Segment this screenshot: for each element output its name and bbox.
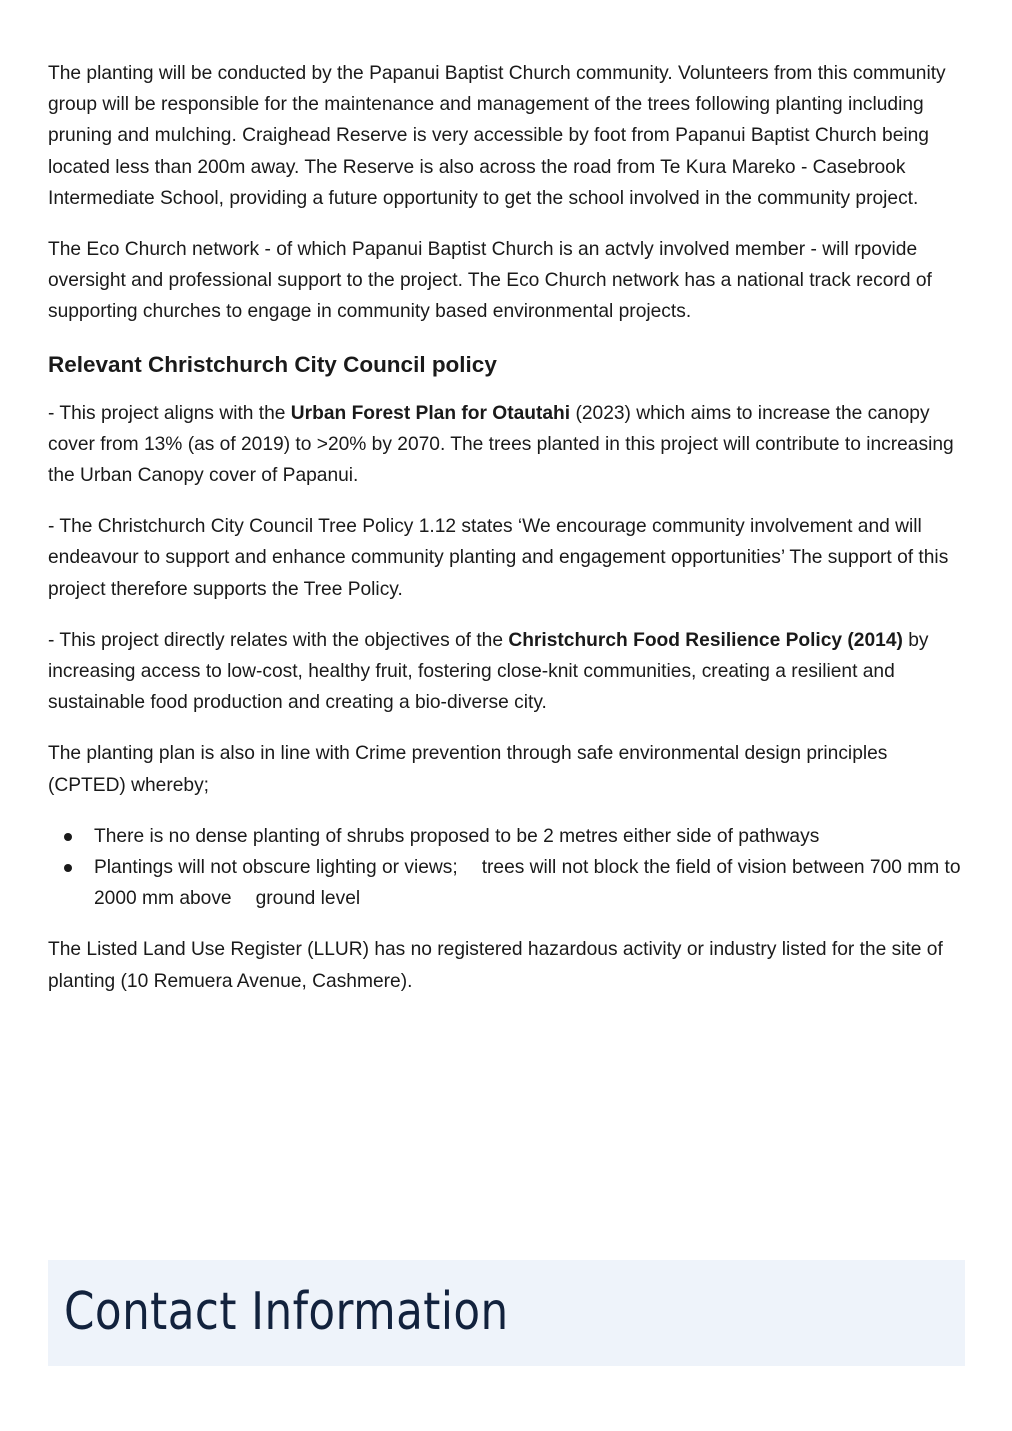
tree-policy-paragraph: - The Christchurch City Council Tree Policy 1.12 states ‘We encourage community involvement and will endeavour to support and enhance community planting and engagement opportunities’ The support of this project therefore supports the Tree Policy. [48, 516, 949, 600]
food-resilience-policy-title: Christchurch Food Resilience Policy (2014) [508, 629, 903, 651]
contact-information-banner [48, 1260, 965, 1366]
eco-church-paragraph: The Eco Church network - of which Papanui Baptist Church is an actvly involved member - will rpovide oversight and professional support to the project. The Eco Church network has a national track record of supporting churches to engage in community based environmental projects. [48, 239, 932, 323]
food-resilience-post: by increasing access to low-cost, healthy fruit, fostering close-knit communities, creating a resilient and sustainable food production and creating a bio-diverse city. [48, 629, 929, 714]
urban-forest-pre: - This project aligns with the [48, 402, 291, 424]
contact-information-title: Contact Information [64, 1282, 509, 1342]
volunteer-paragraph: The planting will be conducted by the Papanui Baptist Church community. Volunteers from this community group will be responsible for the maintenance and management of the trees following planting including pruning and mulching. Craighead Reserve is very accessible by foot from Papanui Baptist Church being located less than 200m away. The Reserve is also across the road from Te Kura Mareko - Casebrook Intermediate School, providing a future opportunity to get the school involved in the community project. [48, 63, 946, 209]
food-resilience-pre: - This project directly relates with the objectives of the [48, 629, 509, 651]
urban-forest-plan-title: Urban Forest Plan for Otautahi [290, 402, 571, 424]
bullet-icon [64, 833, 72, 841]
urban-forest-paragraph [48, 398, 968, 492]
list-item [88, 821, 968, 852]
bullet-text-lighting: Plantings will not obscure lighting or views; [94, 857, 458, 879]
cpted-bullet-list [48, 821, 968, 915]
policy-heading: Relevant Christchurch City Council policy [48, 351, 497, 377]
bullet-text-vision: trees will not block the field of vision between 700 mm to 2000 mm above [94, 857, 961, 910]
list-item [88, 852, 968, 914]
llur-paragraph: The Listed Land Use Register (LLUR) has no registered hazardous activity or industry listed for the site of planting (10 Remuera Avenue, Cashmere). [48, 939, 943, 992]
urban-forest-post: (2023) which aims to increase the canopy cover from 13% (as of 2019) to >20% by 2070. The trees planted in this project will contribute to increasing the Urban Canopy cover of Papanui. [48, 402, 954, 487]
bullet-text-ground: ground level [255, 888, 361, 910]
bullet-icon [64, 864, 72, 872]
food-resilience-paragraph [48, 625, 968, 719]
bullet-text-shrubs: There is no dense planting of shrubs proposed to be 2 metres either side of pathways [94, 825, 820, 847]
document-body [48, 58, 968, 1017]
cpted-intro-paragraph: The planting plan is also in line with Crime prevention through safe environmental design principles (CPTED) whereby; [48, 743, 888, 796]
